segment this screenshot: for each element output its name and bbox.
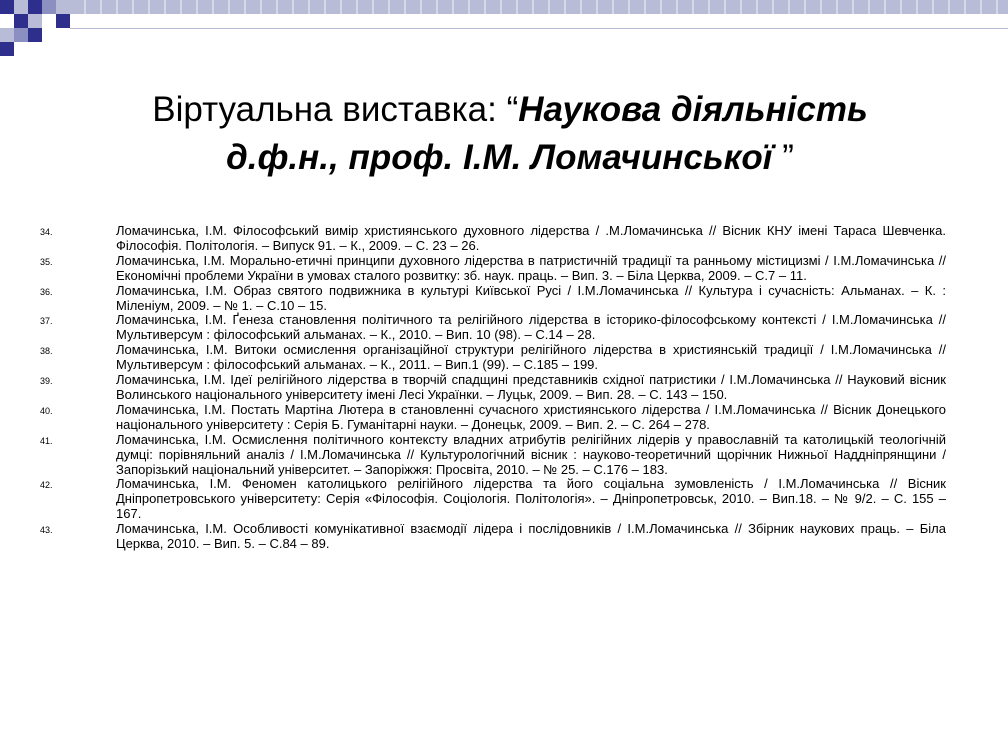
- item-text: Ломачинська, І.М. Осмислення політичного контексту владних атрибутів релігійних лідерів у православній та католицькій теологічній думці: порівняльний аналіз / І.М.Ломачинська // Культурологічний вісник : науково-теоретичний щорічник Нижньої Наддніпрянщини / Запорізький національний університет. – Запоріжжя: Просвіта, 2010. – № 25. – С.176 – 183.: [116, 431, 946, 477]
- item-number: 38.: [40, 346, 53, 357]
- deco-square: [28, 0, 42, 14]
- bibliography-list: [40, 224, 960, 552]
- list-item: [40, 477, 960, 522]
- list-item: [40, 343, 960, 373]
- item-number: 36.: [40, 286, 53, 297]
- deco-square: [42, 0, 56, 14]
- deco-bar: [70, 0, 1008, 14]
- deco-square: [56, 14, 70, 28]
- title-italic-text-2: д.ф.н., проф. І.М. Ломачинської: [226, 138, 773, 177]
- item-number: 40.: [40, 405, 53, 416]
- item-number: 37.: [40, 316, 53, 327]
- deco-square: [14, 0, 28, 14]
- item-text: Ломачинська, І.М. Ідеї релігійного лідерства в творчій спадщині представників східної патристики / І.М.Ломачинська // Науковий вісник Волинського національного університету імені Лесі Українки. – Луцьк, 2009. – Вип. 28. – С. 143 – 150.: [116, 372, 946, 402]
- list-item: [40, 522, 960, 552]
- title-italic-text: Наукова діяльність: [518, 90, 868, 129]
- item-text: Ломачинська, І.М. Морально-етичні принципи духовного лідерства в патристичній традиції та ранньому містицизмі / І.М.Ломачинська // Економічні проблеми України в умовах сталого розвитку: зб. наук. праць. – Вип. 3. – Біла Церква, 2009. – С.7 – 11.: [116, 252, 946, 283]
- item-text: Ломачинська, І.М. Філософський вимір християнського духовного лідерства / .М.Ломачинська // Вісник КНУ імені Тараса Шевченка. Філософія. Політологія. – Випуск 91. – К., 2009. – С. 23 – 26.: [116, 223, 946, 253]
- page-title: [60, 86, 960, 182]
- item-number: 43.: [40, 525, 53, 536]
- item-text: Ломачинська, І.М. Постать Мартіна Лютера в становленні сучасного християнського лідерства / І.М.Ломачинська // Вісник Донецького національного університету : Серія Б. Гуманітарні науки. – Донецьк, 2009. – Вип. 2. – С. 264 – 278.: [116, 401, 946, 432]
- item-number: 35.: [40, 256, 53, 267]
- list-item: [40, 313, 960, 343]
- header-decoration: [0, 0, 1008, 70]
- deco-square: [14, 28, 28, 42]
- title-closing-quote: ”: [772, 138, 794, 177]
- item-text: Ломачинська, І.М. Образ святого подвижника в культурі Київської Русі / І.М.Ломачинська // Культура і сучасність: Альманах. – К. : Міленіум, 2009. – № 1. – С.10 – 15.: [116, 282, 946, 313]
- item-text: Ломачинська, І.М. Особливості комунікативної взаємодії лідера і послідовників / І.М.Ломачинська // Збірник наукових праць. – Біла Церква, 2010. – Вип. 5. – С.84 – 89.: [116, 521, 946, 552]
- title-plain-text: Віртуальна виставка: “: [152, 90, 519, 129]
- deco-square: [56, 0, 70, 14]
- item-number: 41.: [40, 435, 53, 446]
- deco-square: [0, 42, 14, 56]
- list-item: [40, 254, 960, 284]
- deco-square: [14, 14, 28, 28]
- deco-square: [28, 28, 42, 42]
- list-item: [40, 224, 960, 254]
- title-line-1: [60, 86, 960, 134]
- deco-square: [0, 0, 14, 14]
- item-text: Ломачинська, І.М. Ґенеза становлення політичного та релігійного лідерства в історико-філософському контексті / І.М.Ломачинська // Мультиверсум : філософський альманах. – К., 2010. – Вип. 10 (98). – С.14 – 28.: [116, 312, 946, 343]
- list-item: [40, 373, 960, 403]
- list-item: [40, 433, 960, 478]
- deco-square: [0, 28, 14, 42]
- deco-bar-line: [70, 28, 1008, 29]
- item-number: 34.: [40, 227, 53, 237]
- title-line-2: [60, 134, 960, 182]
- list-item: [40, 403, 960, 433]
- item-number: 42.: [40, 480, 53, 491]
- list-item: [40, 284, 960, 314]
- item-text: Ломачинська, І.М. Феномен католицького релігійного лідерства та його соціальна зумовленість / І.М.Ломачинська // Вісник Дніпропетровського університету: Серія «Філософія. Соціологія. Політологія». – Дніпропетровськ, 2010. – Вип.18. – № 9/2. – С. 155 – 167.: [116, 476, 946, 522]
- item-text: Ломачинська, І.М. Витоки осмислення організаційної структури релігійного лідерства в християнській традиції / І.М.Ломачинська // Мультиверсум : філософський альманах. – К., 2011. – Вип.1 (99). – С.185 – 199.: [116, 342, 946, 373]
- deco-square: [28, 14, 42, 28]
- item-number: 39.: [40, 376, 53, 387]
